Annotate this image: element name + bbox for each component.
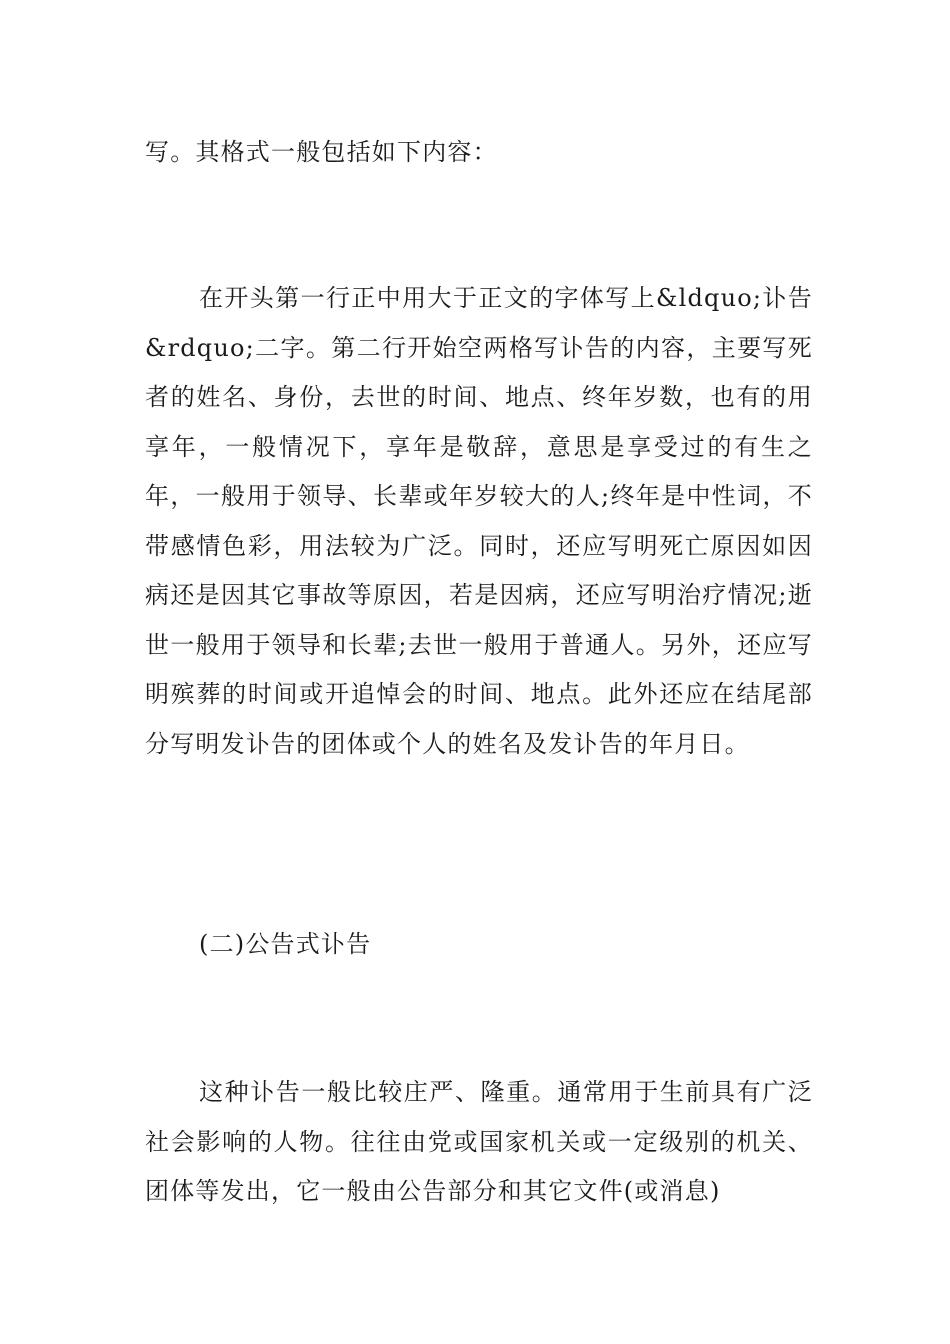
paragraph-format-description: 在开头第一行正中用大于正文的字体写上&ldquo;讣告&rdquo;二字。第二行开始空两格写讣告的内容，主要写死者的姓名、身份，去世的时间、地点、终年岁数，也有的用享年，一般情况下，享年是敬辞，意思是享受过的有生之年，一般用于领导、长辈或年岁较大的人;终年是中性词，不带感情色彩，用法较为广泛。同时，还应写明死亡原因如因病还是因其它事故等原因，若是因病，还应写明治疗情况;逝世一般用于领导和长辈;去世一般用于普通人。另外，还应写明殡葬的时间或开追悼会的时间、地点。此外还应在结尾部分写明发讣告的团体或个人的姓名及发讣告的年月日。: [145, 284, 813, 758]
paragraph-announcement-description: 这种讣告一般比较庄严、隆重。通常用于生前具有广泛社会影响的人物。往往由党或国家机关或一定级别的机关、团体等发出，它一般由公告部分和其它文件(或消息): [145, 1078, 813, 1205]
paragraph-continuation: 写。其格式一般包括如下内容：: [145, 138, 498, 166]
section-heading-announcement-obituary: (二)公告式讣告: [199, 930, 372, 958]
